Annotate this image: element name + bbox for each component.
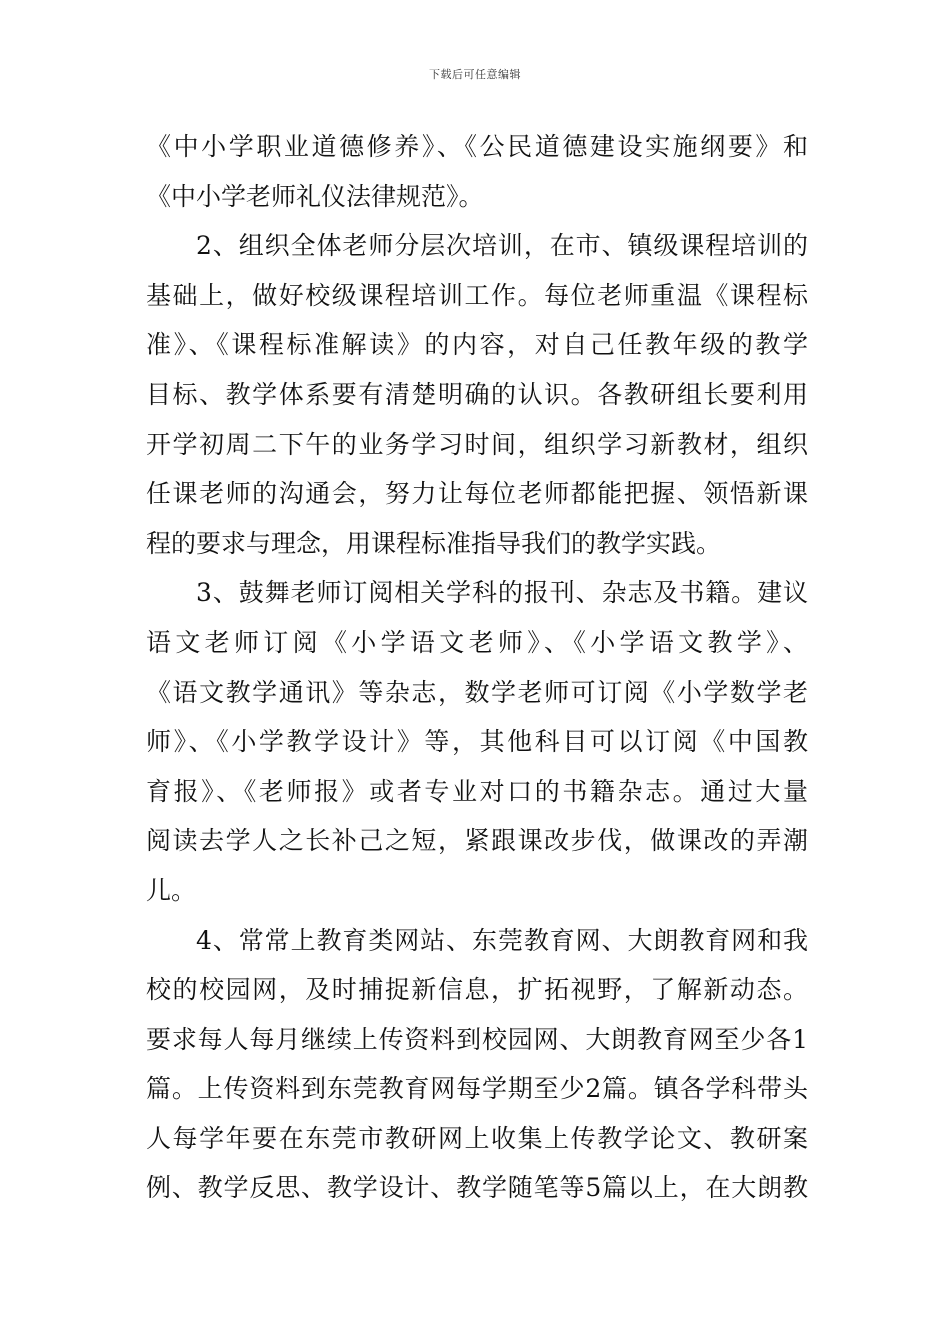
- paragraph-3-line-6: 阅读去学人之长补己之短，紧跟课改步伐，做课改的弄潮: [146, 826, 808, 856]
- paragraph-4-line-3: 要求每人每月继续上传资料到校园网、大朗教育网至少各1: [146, 1024, 808, 1054]
- paragraph-3-line-5: 育报》、《老师报》或者专业对口的书籍杂志。通过大量: [146, 776, 808, 806]
- paragraph-1-line-1: 《中小学职业道德修养》、《公民道德建设实施纲要》和: [146, 132, 808, 161]
- paragraph-2-line-1: 2、组织全体老师分层次培训，在市、镇级课程培训的: [196, 231, 808, 261]
- paragraph-4-line-1: 4、常常上教育类网站、东莞教育网、大朗教育网和我: [196, 925, 808, 955]
- paragraph-2-line-5: 开学初周二下午的业务学习时间，组织学习新教材，组织: [146, 429, 808, 459]
- paragraph-2-line-3: 准》、《课程标准解读》的内容，对自己任教年级的教学: [146, 330, 808, 360]
- paragraph-3-line-4: 师》、《小学教学设计》等，其他科目可以订阅《中国教: [146, 727, 808, 757]
- paragraph-3-line-2: 语文老师订阅《小学语文老师》、《小学语文教学》、: [146, 627, 808, 657]
- paragraph-4-line-6: 例、教学反思、教学设计、教学随笔等5篇以上，在大朗教: [146, 1173, 808, 1203]
- paragraph-2-line-6: 任课老师的沟通会，努力让每位老师都能把握、领悟新课: [146, 479, 808, 509]
- paragraph-3-line-3: 《语文教学通讯》等杂志，数学老师可订阅《小学数学老: [146, 677, 808, 707]
- paragraph-2-line-7: 程的要求与理念，用课程标准指导我们的教学实践。: [146, 528, 722, 558]
- paragraph-4-line-5: 人每学年要在东莞市教研网上收集上传教学论文、教研案: [146, 1123, 808, 1153]
- paragraph-4-line-4: 篇。上传资料到东莞教育网每学期至少2篇。镇各学科带头: [146, 1074, 808, 1104]
- paragraph-2-line-4: 目标、教学体系要有清楚明确的认识。各教研组长要利用: [146, 379, 808, 409]
- paragraph-1-line-2: 《中小学老师礼仪法律规范》。: [146, 181, 484, 211]
- paragraph-2-line-2: 基础上，做好校级课程培训工作。每位老师重温《课程标: [146, 280, 808, 310]
- paragraph-3-line-1: 3、鼓舞老师订阅相关学科的报刊、杂志及书籍。建议: [196, 578, 808, 608]
- document-body: [146, 122, 808, 1213]
- page-header-note: 下载后可任意编辑: [429, 68, 521, 81]
- paragraph-4-line-2: 校的校园网，及时捕捉新信息，扩拓视野，了解新动态。: [146, 975, 808, 1005]
- paragraph-3-line-7: 儿。: [146, 875, 197, 905]
